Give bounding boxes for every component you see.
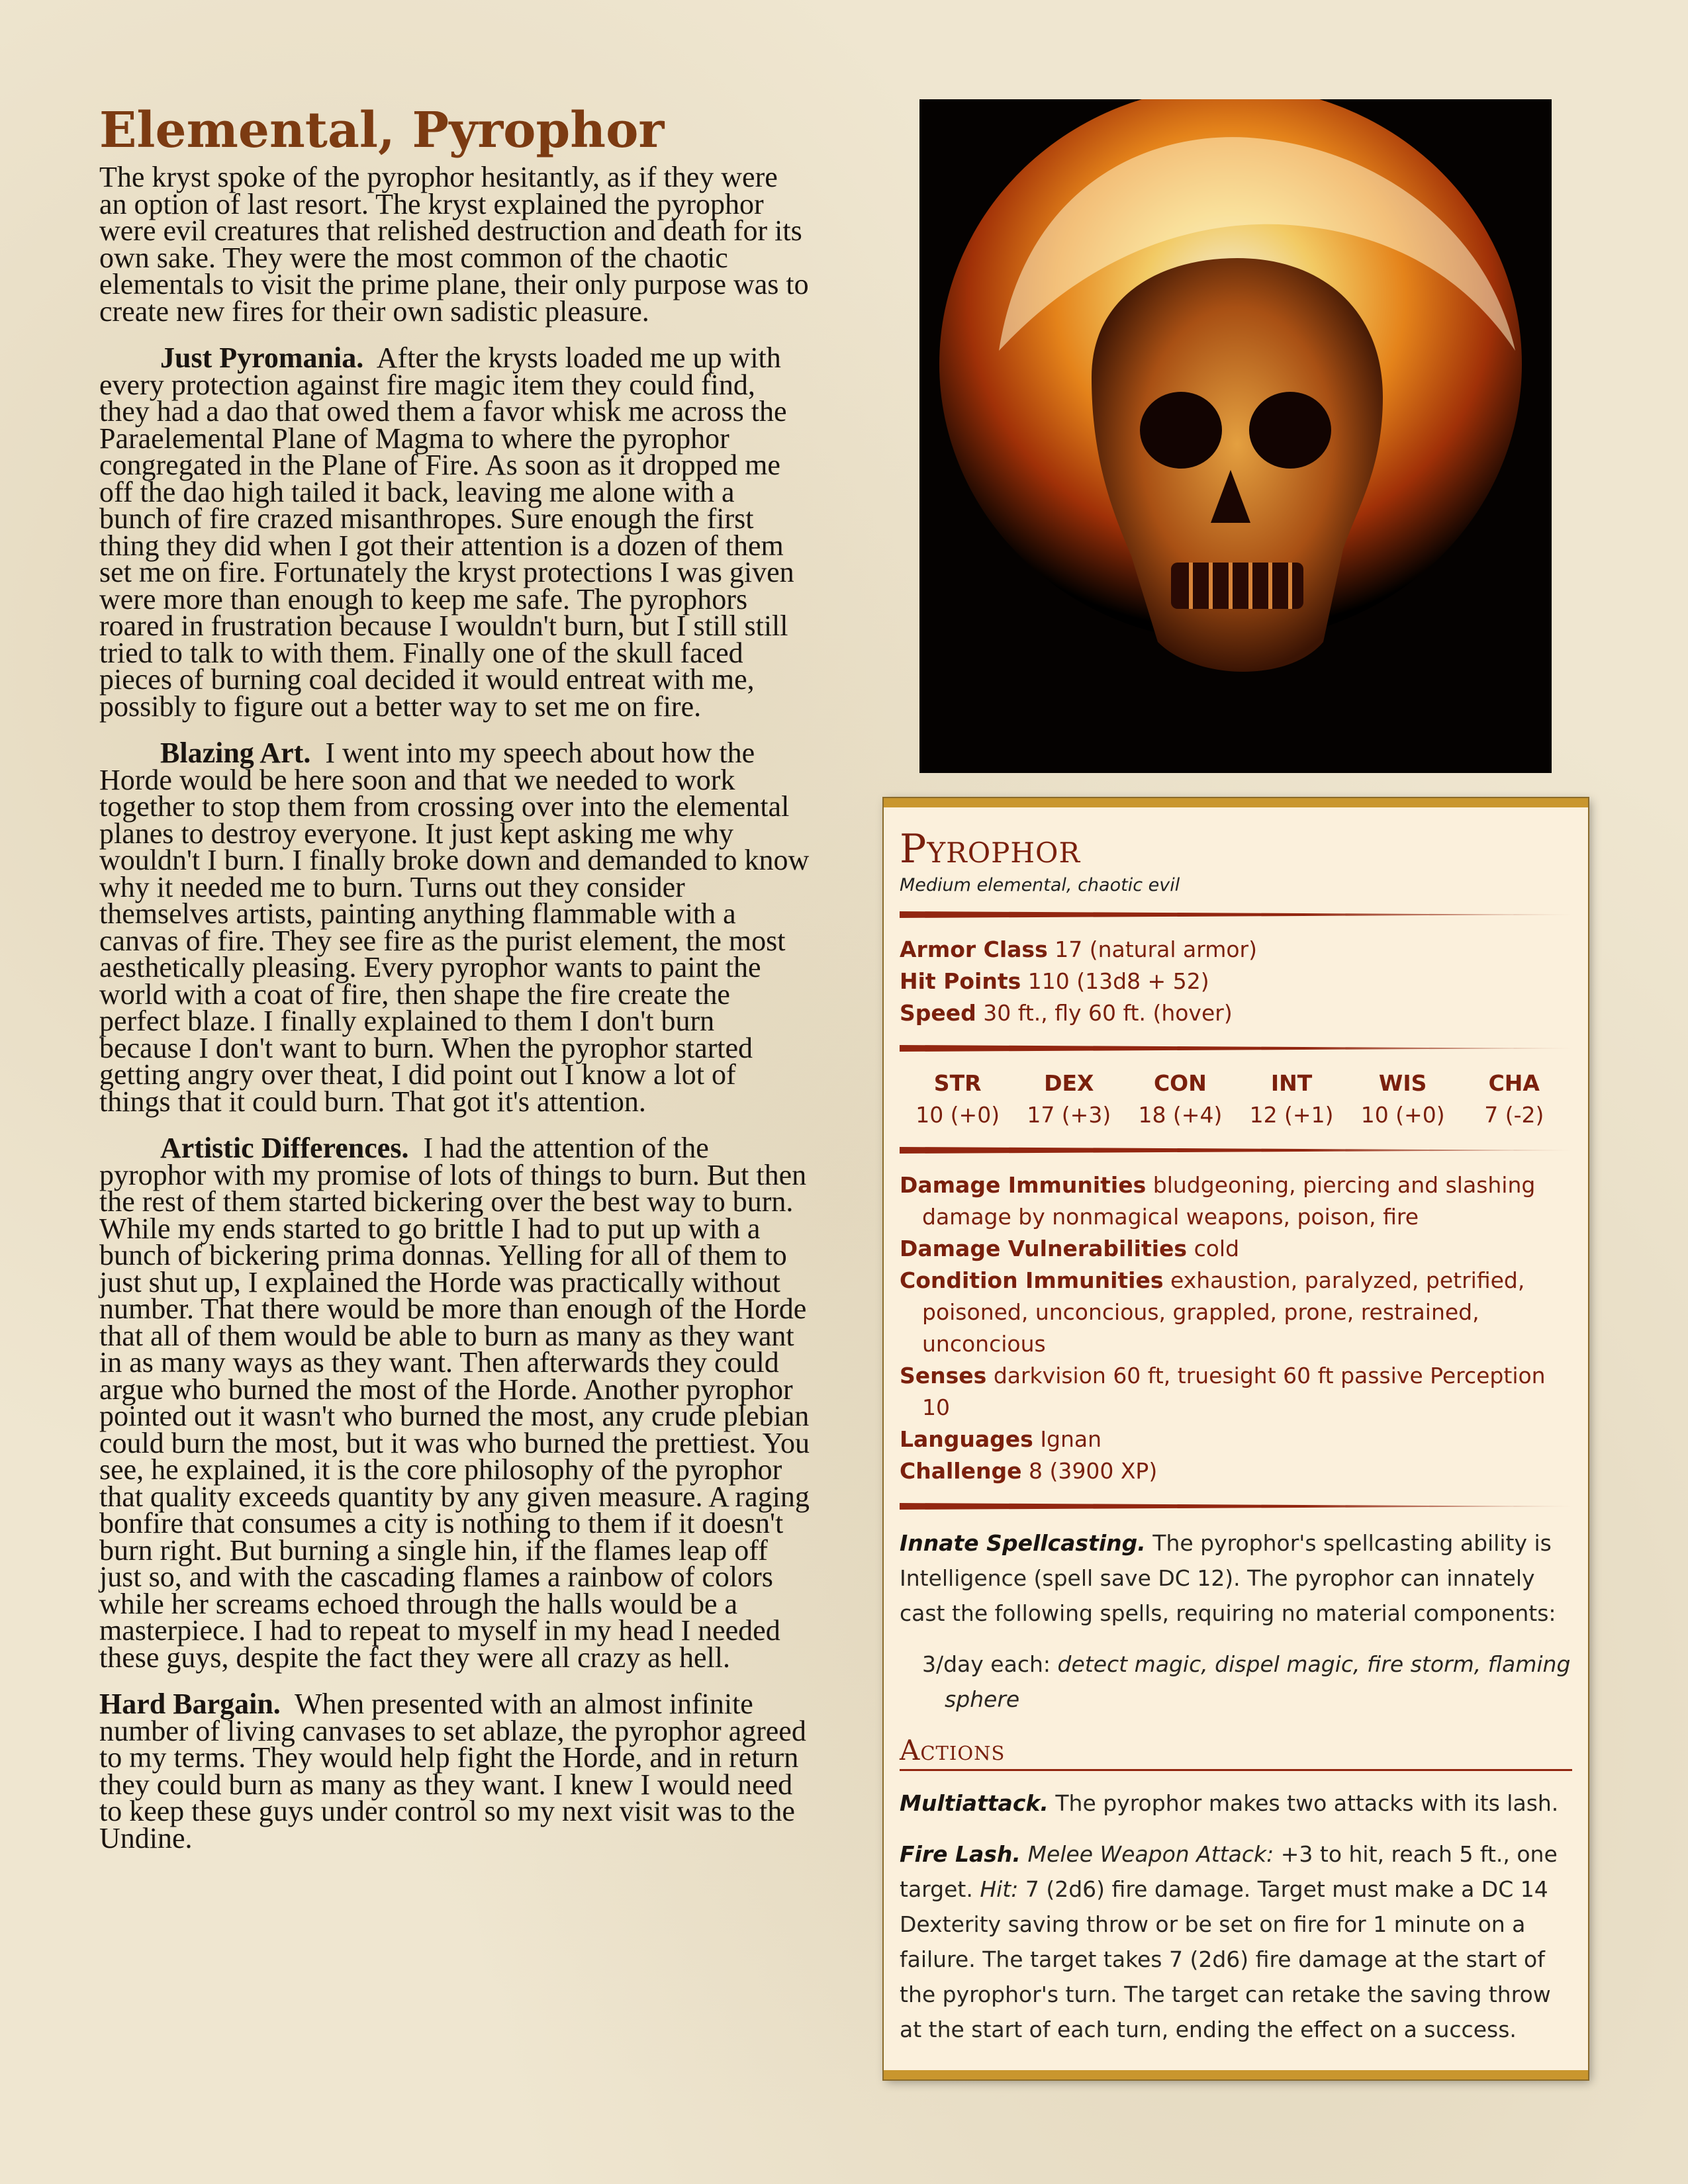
creature-type: Medium elemental, chaotic evil [900, 875, 1180, 895]
lore-column [99, 99, 811, 1872]
trait-text: The pyrophor's spellcasting ability is Intelligence (spell save DC 12). The pyrophor can innately cast the following spells, requiring no material components: [900, 1530, 1556, 1626]
action-name: Multiattack. [900, 1790, 1049, 1816]
hit-label: Hit: [980, 1876, 1019, 1902]
ability-name: DEX [1044, 1070, 1094, 1096]
ability-cha [1459, 1068, 1570, 1131]
divider [900, 1503, 1572, 1510]
section-heading: Artistic Differences. [160, 1132, 409, 1164]
stat-value: exhaustion, paralyzed, petrified, poisoned, unconcious, grappled, prone, restrained, unconcious [922, 1267, 1525, 1357]
ability-con [1125, 1068, 1235, 1131]
ability-name: CHA [1488, 1070, 1540, 1096]
stat-value: 8 (3900 XP) [1028, 1458, 1158, 1484]
stat-label: Hit Points [900, 968, 1021, 994]
stat-value: Ignan [1040, 1426, 1102, 1452]
hit-points [900, 966, 1572, 997]
stat-label: Armor Class [900, 936, 1048, 962]
attack-to-hit: +3 to hit, reach 5 ft., one target. [900, 1841, 1558, 1902]
ability-value: 7 (-2) [1484, 1102, 1544, 1128]
languages [900, 1424, 1572, 1455]
flaming-skull-illustration [919, 99, 1552, 773]
ability-name: WIS [1378, 1070, 1427, 1096]
armor-class [900, 934, 1572, 966]
section-heading: Just Pyromania. [160, 341, 364, 374]
attack-type: Melee Weapon Attack: [1027, 1841, 1274, 1867]
section-blazing-art [99, 737, 811, 1118]
action-fire-lash [900, 1837, 1572, 2047]
spell-frequency: 3/day each: [922, 1651, 1051, 1677]
ability-value: 10 (+0) [915, 1102, 1000, 1128]
ability-name: CON [1153, 1070, 1207, 1096]
stat-block [884, 798, 1588, 2079]
divider [900, 911, 1572, 918]
stat-value: 110 (13d8 + 52) [1027, 968, 1209, 994]
stat-value: 30 ft., fly 60 ft. (hover) [983, 1000, 1233, 1026]
ability-value: 18 (+4) [1138, 1102, 1223, 1128]
ability-value: 17 (+3) [1027, 1102, 1111, 1128]
creature-name: Pyrophor [900, 826, 1081, 872]
trait-name: Innate Spellcasting. [900, 1530, 1146, 1556]
speed [900, 997, 1572, 1029]
intro-paragraph: The kryst spoke of the pyrophor hesitantly, as if they were an option of last resort. The kryst explained the pyrophor were evil creatures that relished destruction and death for its own sake. They were the most common of the chaotic elementals to visit the prime plane, their only purpose was to create new fires for their own sadistic pleasure. [99, 161, 809, 328]
section-heading: Blazing Art. [160, 737, 311, 769]
innate-spellcasting [900, 1525, 1572, 1631]
challenge [900, 1455, 1572, 1487]
action-multiattack [900, 1786, 1572, 1821]
stat-label: Condition Immunities [900, 1267, 1164, 1293]
ability-int [1236, 1068, 1346, 1131]
ability-value: 12 (+1) [1249, 1102, 1334, 1128]
divider [900, 1147, 1572, 1154]
senses [900, 1360, 1572, 1424]
section-text: I had the attention of the pyrophor with my promise of lots of things to burn. But then the rest of them started bickering over the best way to burn. While my ends started to go brittle I had to put up with a bunch of bickering prima donnas. Yelling for all of them to just shut up, I explained the Horde was practically without number. That there would be more than enough of the Horde that all of them would be able to burn as many as they want in as many ways as they want. Then afterwards they could argue who burned the most of the Horde. Another pyrophor pointed out it wasn't who burned the most, any crude plebian could burn the most, but it was who burned the prettiest. You see, he explained, it is the core philosophy of the pyrophor that quality exceeds quantity by any given measure. A raging bonfire that consumes a city is nothing to them if it doesn't burn right. But burning a single hin, if the flames leap off just so, and with the cascading flames a rainbow of colors while her screams echoed through the halls would be a masterpiece. I had to repeat to myself in my head I needed these guys, despite the fact they were all crazy as hell. [99, 1132, 810, 1674]
section-text: I went into my speech about how the Horde would be here soon and that we needed to work together to stop them from crossing over into the elemental planes to destroy everyone. It just kept asking me why wouldn't I burn. I finally broke down and demanded to know why it needed me to burn. Turns out they consider themselves artists, painting anything flammable with a canvas of fire. They see fire as the purist element, the most aesthetically pleasing. Every pyrophor wants to paint the world with a coat of fire, then shape the fire create the perfect blaze. I finally explained to them I don't burn because I don't want to burn. When the pyrophor started getting angry over theat, I did point out I know a lot of things that it could burn. That got it's attention. [99, 737, 810, 1118]
section-text: When presented with an almost infinite number of living canvases to set ablaze, the pyrophor agreed to my terms. They would help fight the Horde, and in return they could burn as many as they want. I knew I would need to keep these guys under control so my next visit was to the Undine. [99, 1688, 806, 1854]
section-artistic-differences [99, 1132, 811, 1674]
flaming-skull-icon [919, 99, 1552, 773]
stat-value: darkvision 60 ft, truesight 60 ft passive Perception 10 [922, 1363, 1546, 1420]
ability-name: INT [1270, 1070, 1313, 1096]
stat-label: Challenge [900, 1458, 1022, 1484]
ability-str [902, 1068, 1013, 1131]
hit-text: 7 (2d6) fire damage. Target must make a DC 14 Dexterity saving throw or be set on fire for 1 minute on a failure. The target takes 7 (2d6) fire damage at the start of the pyrophor's turn. The target can retake the saving throw at the start of each turn, ending the effect on a success. [900, 1876, 1551, 2042]
action-text: The pyrophor makes two attacks with its lash. [1055, 1790, 1559, 1816]
stat-value: 17 (natural armor) [1055, 936, 1258, 962]
ability-name: STR [933, 1070, 982, 1096]
ability-wis [1348, 1068, 1458, 1131]
section-heading: Hard Bargain. [99, 1688, 281, 1720]
stat-label: Senses [900, 1363, 987, 1388]
section-just-pyromania [99, 341, 811, 723]
actions-heading: Actions [900, 1734, 1572, 1771]
damage-immunities [900, 1169, 1572, 1233]
stat-label: Speed [900, 1000, 976, 1026]
stat-label: Languages [900, 1426, 1033, 1452]
ability-value: 10 (+0) [1360, 1102, 1445, 1128]
ability-dex [1013, 1068, 1124, 1131]
damage-vulnerabilities [900, 1233, 1572, 1265]
stat-label: Damage Immunities [900, 1172, 1147, 1198]
section-text: After the krysts loaded me up with every protection against fire magic item they could find, they had a dao that owed them a favor whisk me across the Paraelemental Plane of Magma to where the pyrophor congregated in the Plane of Fire. As soon as it dropped me off the dao high tailed it back, leaving me alone with a bunch of fire crazed misanthropes. Sure enough the first thing they did when I got their attention is a dozen of them set me on fire. Fortunately the kryst protections I was given were more than enough to keep me safe. The pyrophors roared in frustration because I wouldn't burn, but I still still tried to talk to with them. Finally one of the skull faced pieces of burning coal decided it would entreat with me, possibly to figure out a better way to set me on fire. [99, 341, 794, 723]
stat-label: Damage Vulnerabilities [900, 1236, 1188, 1261]
spell-list [922, 1647, 1572, 1717]
stat-value: cold [1194, 1236, 1240, 1261]
stat-value: bludgeoning, piercing and slashing damage by nonmagical weapons, poison, fire [922, 1172, 1536, 1230]
spell-names: detect magic, dispel magic, fire storm, flaming sphere [945, 1651, 1571, 1712]
ability-scores [900, 1068, 1572, 1131]
page-title: Elemental, Pyrophor [99, 102, 665, 159]
section-hard-bargain [99, 1688, 811, 1854]
condition-immunities [900, 1265, 1572, 1360]
action-name: Fire Lash. [900, 1841, 1021, 1867]
divider [900, 1045, 1572, 1052]
